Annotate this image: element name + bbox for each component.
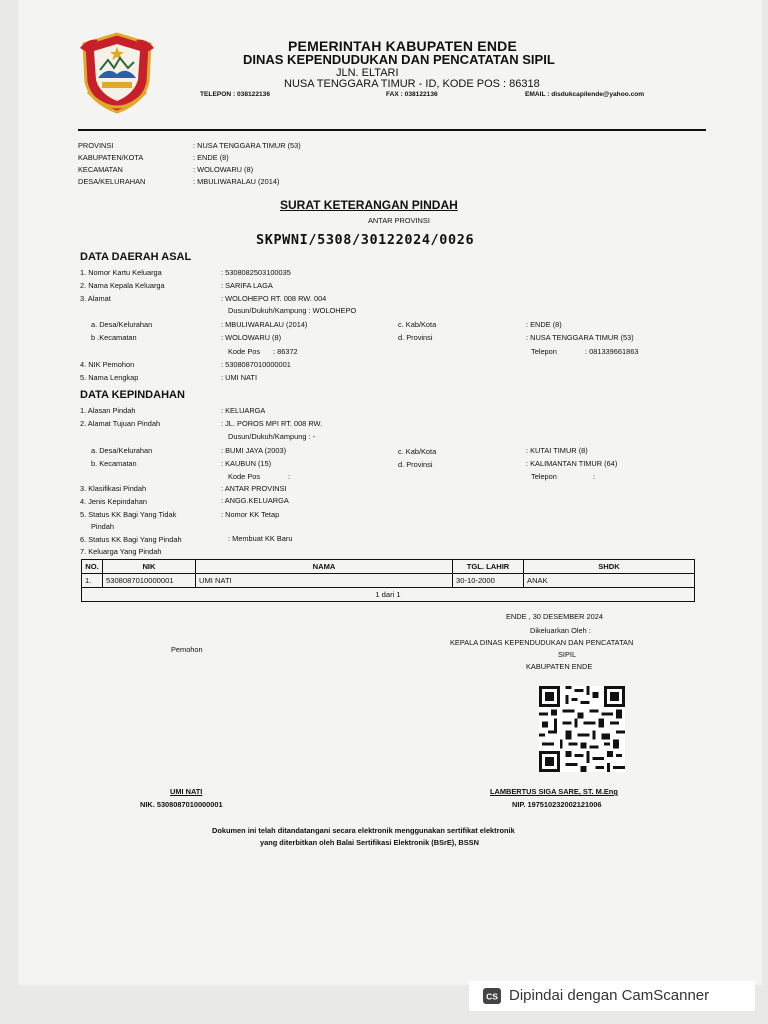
asal-kepala-value: : SARIFA LAGA: [221, 281, 273, 290]
asal-nama-label: 5. Nama Lengkap: [80, 373, 139, 382]
header-province-postcode: NUSA TENGGARA TIMUR - ID, KODE POS : 86318: [284, 78, 540, 90]
place-date: ENDE , 30 DESEMBER 2024: [506, 612, 603, 621]
issued-by: Dikeluarkan Oleh :: [530, 626, 591, 635]
pindah-keluarga-label: 7. Keluarga Yang Pindah: [80, 547, 162, 556]
footer-note-line-1: Dokumen ini telah ditandatangani secara elektronik menggunakan sertifikat elektronik: [212, 826, 515, 835]
cell-nik: 5308087010000001: [103, 574, 196, 588]
asal-kodepos-value: : 86372: [273, 347, 298, 356]
qr-code: [539, 686, 625, 772]
region-value-desa: : MBULIWARALAU (2014): [193, 177, 280, 186]
col-header-tgl-lahir: TGL. LAHIR: [453, 560, 524, 574]
pindah-jenis-label: 4. Jenis Kepindahan: [80, 497, 147, 506]
pindah-kodepos-label: Kode Pos: [228, 472, 261, 481]
asal-nokk-label: 1. Nomor Kartu Keluarga: [80, 268, 162, 277]
cell-no: 1.: [82, 574, 103, 588]
section-heading-kepindahan: DATA KEPINDAHAN: [80, 389, 185, 401]
pindah-kec-value: : KAUBUN (15): [221, 459, 272, 468]
region-value-kabupaten: : ENDE (8): [193, 153, 229, 162]
pindah-alasan-label: 1. Alasan Pindah: [80, 406, 136, 415]
camscanner-text: Dipindai dengan CamScanner: [509, 987, 710, 1004]
pindah-alamat-value: : JL. POROS MPI RT. 008 RW.: [221, 419, 323, 428]
pindah-status-tidak-value: : Nomor KK Tetap: [221, 510, 280, 519]
regency-emblem-logo: [76, 30, 158, 116]
footer-note-line-2: yang diterbitkan oleh Balai Sertifikasi Elektronik (BSrE), BSSN: [260, 838, 479, 847]
col-header-nama: NAMA: [196, 560, 453, 574]
svg-text:CS: CS: [486, 991, 498, 1002]
table-page-row: [82, 588, 695, 602]
header-fax: FAX : 038122136: [386, 91, 438, 98]
asal-kec-value: : WOLOWARU (8): [221, 333, 282, 342]
region-value-kecamatan: : WOLOWARU (8): [193, 165, 254, 174]
asal-alamat-value: : WOLOHEPO RT. 008 RW. 004: [221, 294, 327, 303]
col-header-no: NO.: [82, 560, 103, 574]
header-divider: [78, 129, 706, 131]
asal-kab-label: c. Kab/Kota: [398, 320, 437, 329]
col-header-shdk: SHDK: [524, 560, 695, 574]
official-name: LAMBERTUS SIGA SARE, ST. M.Eng: [490, 787, 618, 796]
pindah-status-tidak-label-1: 5. Status KK Bagi Yang Tidak: [80, 510, 177, 519]
asal-desa-value: : MBULIWARALAU (2014): [221, 320, 308, 329]
pindah-alasan-value: : KELUARGA: [221, 406, 266, 415]
asal-kec-label: b .Kecamatan: [91, 333, 137, 342]
region-label-kecamatan: KECAMATAN: [78, 165, 123, 174]
pindah-alamat-label: 2. Alamat Tujuan Pindah: [80, 419, 161, 428]
pindah-klasifikasi-value: : ANTAR PROVINSI: [221, 484, 287, 493]
asal-kodepos-label: Kode Pos: [228, 347, 261, 356]
region-label-desa: DESA/KELURAHAN: [78, 177, 146, 186]
document-subtitle: ANTAR PROVINSI: [368, 216, 430, 225]
asal-nik-label: 4. NIK Pemohon: [80, 360, 135, 369]
pindah-status-pindah-label: 6. Status KK Bagi Yang Pindah: [80, 535, 182, 544]
pindah-prov-label: d. Provinsi: [398, 460, 433, 469]
asal-nama-value: : UMI NATI: [221, 373, 257, 382]
header-email: EMAIL : disdukcapilende@yahoo.com: [525, 91, 645, 98]
pindah-status-tidak-label-2: Pindah: [91, 522, 115, 531]
pindah-kab-label: c. Kab/Kota: [398, 447, 437, 456]
pindah-desa-label: a. Desa/Kelurahan: [91, 446, 153, 455]
pindah-klasifikasi-label: 3. Klasifikasi Pindah: [80, 484, 147, 493]
pindah-telepon-label: Telepon: [531, 472, 557, 481]
table-page-indicator: 1 dari 1: [82, 588, 695, 602]
table-header-row: [82, 560, 695, 574]
pindah-status-pindah-value: : Membuat KK Baru: [228, 534, 293, 543]
asal-nokk-value: : 5308082503100035: [221, 268, 291, 277]
document-number: SKPWNI/5308/30122024/0026: [256, 232, 475, 248]
asal-kepala-label: 2. Nama Kepala Keluarga: [80, 281, 165, 290]
camscanner-watermark: [469, 981, 755, 1011]
asal-telepon-label: Telepon: [531, 347, 557, 356]
office-line-1: KEPALA DINAS KEPENDUDUKAN DAN PENCATATAN: [450, 638, 634, 647]
applicant-name: UMI NATI: [170, 787, 203, 796]
region-value-provinsi: : NUSA TENGGARA TIMUR (53): [193, 141, 301, 150]
pindah-kec-label: b. Kecamatan: [91, 459, 137, 468]
official-nip: NIP. 197510232002121006: [512, 800, 602, 809]
asal-dusun-value: Dusun/Dukuh/Kampung : WOLOHEPO: [228, 306, 357, 315]
table-row: [82, 574, 695, 588]
header-address: JLN. ELTARI: [336, 67, 399, 79]
cell-tgl-lahir: 30-10-2000: [453, 574, 524, 588]
pindah-desa-value: : BUMI JAYA (2003): [221, 446, 287, 455]
region-label-provinsi: PROVINSI: [78, 141, 114, 150]
asal-alamat-label: 3. Alamat: [80, 294, 111, 303]
document-title: SURAT KETERANGAN PINDAH: [280, 198, 458, 212]
asal-prov-value: : NUSA TENGGARA TIMUR (53): [526, 333, 634, 342]
cell-shdk: ANAK: [524, 574, 695, 588]
office-line-2: SIPIL: [558, 650, 577, 659]
header-government: PEMERINTAH KABUPATEN ENDE: [288, 38, 518, 54]
region-label-kabupaten: KABUPATEN/KOTA: [78, 153, 144, 162]
office-line-3: KABUPATEN ENDE: [526, 662, 593, 671]
pindah-jenis-value: : ANGG.KELUARGA: [221, 496, 289, 505]
applicant-nik: NIK. 5308087010000001: [140, 800, 223, 809]
asal-telepon-value: : 081339661863: [585, 347, 639, 356]
asal-kab-value: : ENDE (8): [526, 320, 562, 329]
family-members-table: [81, 559, 695, 602]
document-page: [18, 0, 762, 985]
asal-desa-label: a. Desa/Kelurahan: [91, 320, 153, 329]
header-agency: DINAS KEPENDUDUKAN DAN PENCATATAN SIPIL: [243, 52, 555, 67]
header-telepon: TELEPON : 038122136: [200, 91, 271, 98]
pindah-kab-value: : KUTAI TIMUR (8): [526, 446, 588, 455]
col-header-nik: NIK: [103, 560, 196, 574]
pindah-dusun-value: Dusun/Dukuh/Kampung : -: [228, 432, 316, 441]
pindah-prov-value: : KALIMANTAN TIMUR (64): [526, 459, 618, 468]
pindah-kodepos-value: :: [288, 472, 291, 481]
camscanner-icon: [483, 988, 501, 1004]
section-heading-asal: DATA DAERAH ASAL: [80, 251, 192, 263]
asal-nik-value: : 5308087010000001: [221, 360, 291, 369]
pindah-telepon-value: :: [593, 472, 596, 481]
pemohon-label: Pemohon: [171, 645, 203, 654]
cell-nama: UMI NATI: [196, 574, 453, 588]
asal-prov-label: d. Provinsi: [398, 333, 433, 342]
